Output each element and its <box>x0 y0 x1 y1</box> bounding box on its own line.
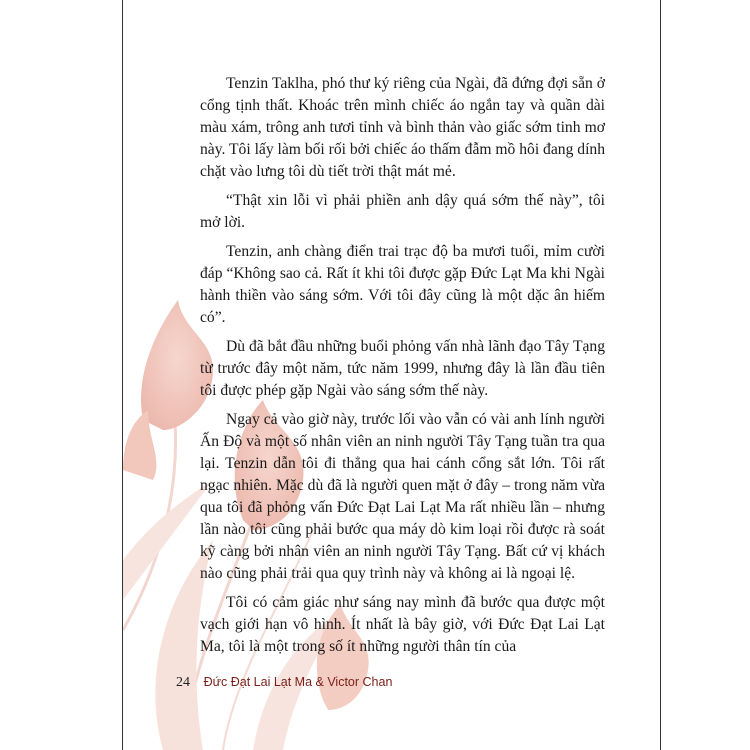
paragraph: Tenzin Taklha, phó thư ký riêng của Ngài, đã đứng đợi sẵn ở cổng tịnh thất. Khoác trên mình chiếc áo ngắn tay và quần dài màu xám, trông anh tươi tỉnh và bình thản vào giấc sớm tinh mơ này. Tôi lấy làm bối rối bởi chiếc áo thấm đẫm mồ hôi đang dính chặt vào lưng tôi dù tiết trời thật mát mẻ. <box>200 75 605 180</box>
paragraph: Tôi có cảm giác như sáng nay mình đã bước qua được một vạch giới hạn vô hình. Ít nhất là bây giờ, với Đức Đạt Lai Lạt Ma, tôi là một trong số ít những người thân tín của <box>200 594 605 655</box>
paragraph: Tenzin, anh chàng điển trai trạc độ ba mươi tuổi, mỉm cười đáp “Không sao cả. Rất ít khi tôi được gặp Đức Lạt Ma khi Ngài hành thiền vào sáng sớm. Với tôi đây cũng là một dặc ân hiếm có”. <box>200 243 605 326</box>
page-number: 24 <box>176 675 190 690</box>
paragraph: Dù đã bắt đầu những buổi phỏng vấn nhà lãnh đạo Tây Tạng từ trước đây một năm, tức năm 1999, nhưng đây là lần đầu tiên tôi được phép gặp Ngài vào sáng sớm thế này. <box>200 338 605 399</box>
book-page <box>122 0 661 750</box>
running-footer-title: Đức Đạt Lai Lạt Ma & Victor Chan <box>203 675 393 689</box>
paragraph: Ngay cả vào giờ này, trước lối vào vẫn có vài anh lính người Ấn Độ và một số nhân viên an ninh người Tây Tạng tuần tra qua lại. Tenzin dẫn tôi đi thẳng qua hai cánh cổng sắt lớn. Tôi rất ngạc nhiên. Mặc dù đã là người quen mặt ở đây – trong năm vừa qua tôi đã phỏng vấn Đức Đạt Lai Lạt Ma rất nhiều lần – nhưng lần nào tôi cũng phải bước qua máy dò kim loại rồi được rà soát kỹ càng bởi nhân viên an ninh người Tây Tạng. Bất cứ vị khách nào cũng phải trải qua quy trình này và không ai là ngoại lệ. <box>200 411 605 582</box>
page-footer <box>176 674 392 691</box>
body-text <box>200 73 605 665</box>
paragraph: “Thật xin lỗi vì phải phiền anh dậy quá sớm thế này”, tôi mở lời. <box>200 192 605 231</box>
